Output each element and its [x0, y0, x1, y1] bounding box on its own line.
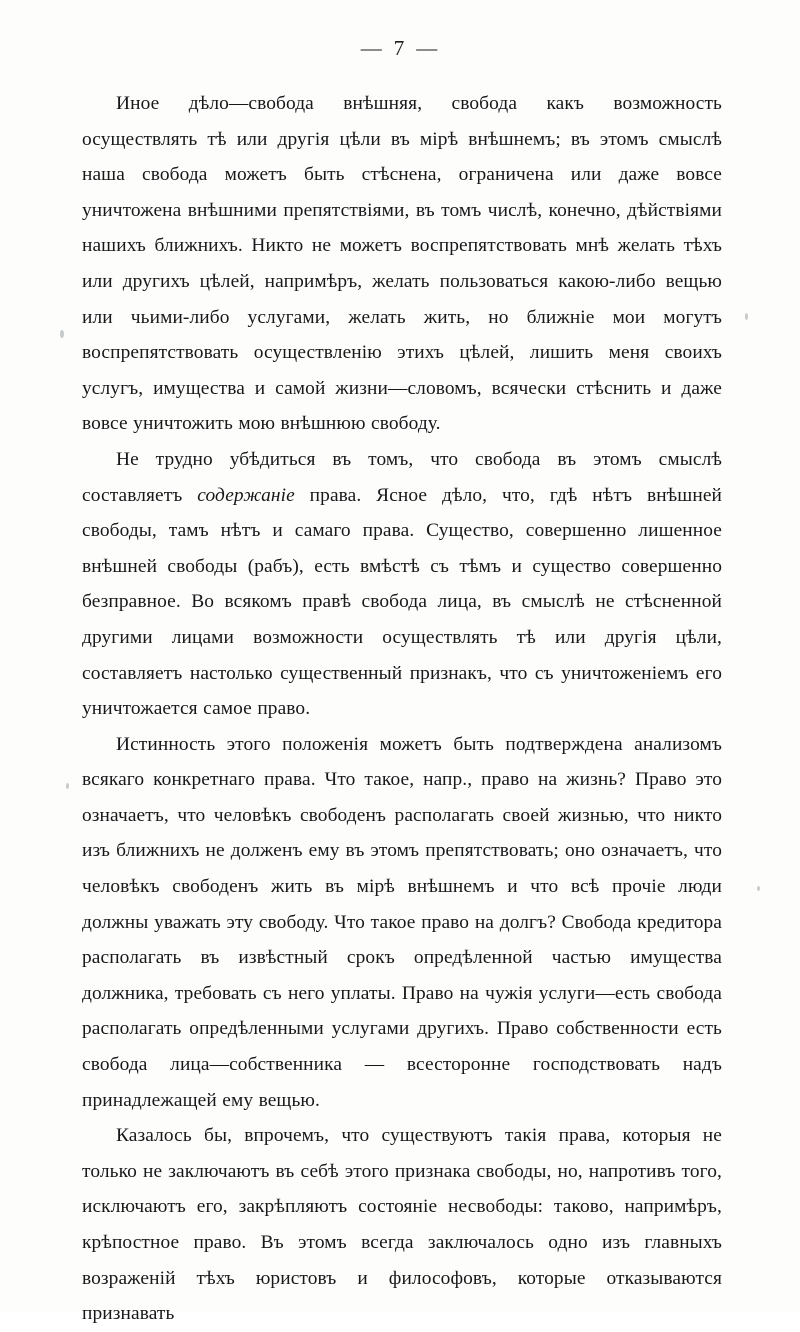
paragraph-2: Не трудно убѣдиться въ томъ, что свобода въ этомъ смыслѣ составляетъ содержаніе права. Ясное дѣло, что, гдѣ нѣтъ внѣшней свободы, тамъ нѣтъ и самаго права. Существо, совершенно лишенное внѣшней свободы (рабъ), есть вмѣстѣ съ тѣмъ и существо совершенно безправное. Во всякомъ правѣ свобода лица, въ смыслѣ не стѣсненной другими лицами возможности осуществлять тѣ или другія цѣли, составляетъ настолько существенный признакъ, что съ уничтоженіемъ его уничтожается самое право. — [82, 448, 722, 720]
paragraph-3: Истинность этого положенія можетъ быть подтверждена анализомъ всякаго конкретнаго права. Что такое, напр., право на жизнь? Право это означаетъ, что человѣкъ свободенъ располагать своей жизнью, что никто изъ ближнихъ не долженъ ему въ этомъ препятствовать; оно означаетъ, что человѣкъ свободенъ жить въ мірѣ внѣшнемъ и что всѣ прочіе люди должны уважать эту свободу. Что такое право на долгъ? Свобода кредитора располагать въ извѣстный срокъ опредѣленной частью имущества должника, требовать съ него уплаты. Право на чужія услуги—есть свобода располагать опредѣленными услугами другихъ. Право собственности есть свобода лица—собственника — всесторонне господствовать надъ принадлежащей ему вещью. — [82, 733, 722, 1111]
body-text — [82, 86, 722, 1332]
scan-speck — [66, 783, 69, 789]
page-number — [0, 36, 800, 61]
scan-speck — [60, 330, 64, 338]
italic-phrase: содержаніе — [197, 484, 295, 506]
paragraph-1: Иное дѣло—свобода внѣшняя, свобода какъ возможность осуществлять тѣ или другія цѣли въ мірѣ внѣшнемъ; въ этомъ смыслѣ наша свобода можетъ быть стѣснена, ограничена или даже вовсе уничтожена внѣшними препятствіями, въ томъ числѣ, конечно, дѣйствіями нашихъ ближнихъ. Никто не можетъ воспрепятствовать мнѣ желать тѣхъ или другихъ цѣлей, напримѣръ, желать пользоваться какою-либо вещью или чьими-либо услугами, желать жить, но ближніе мои могутъ воспрепятствовать осуществленію этихъ цѣлей, лишить меня своихъ услугъ, имущества и самой жизни—словомъ, всячески стѣснить и даже вовсе уничтожить мою внѣшнюю свободу. — [82, 93, 722, 435]
scan-speck — [757, 886, 760, 891]
paragraph-4: Казалось бы, впрочемъ, что существуютъ такія права, которыя не только не заключаютъ въ себѣ этого признака свободы, но, напротивъ того, исключаютъ его, закрѣпляютъ состояніе несвободы: таково, напримѣръ, крѣпостное право. Въ этомъ всегда заключалось одно изъ главныхъ возраженій тѣхъ юристовъ и философовъ, которые отказываются признавать — [82, 1125, 722, 1325]
page-number-dash-right: — — [416, 36, 440, 60]
page-number-dash-left: — — [360, 36, 384, 60]
scan-speck — [745, 313, 748, 320]
page-number-value: 7 — [393, 36, 407, 60]
